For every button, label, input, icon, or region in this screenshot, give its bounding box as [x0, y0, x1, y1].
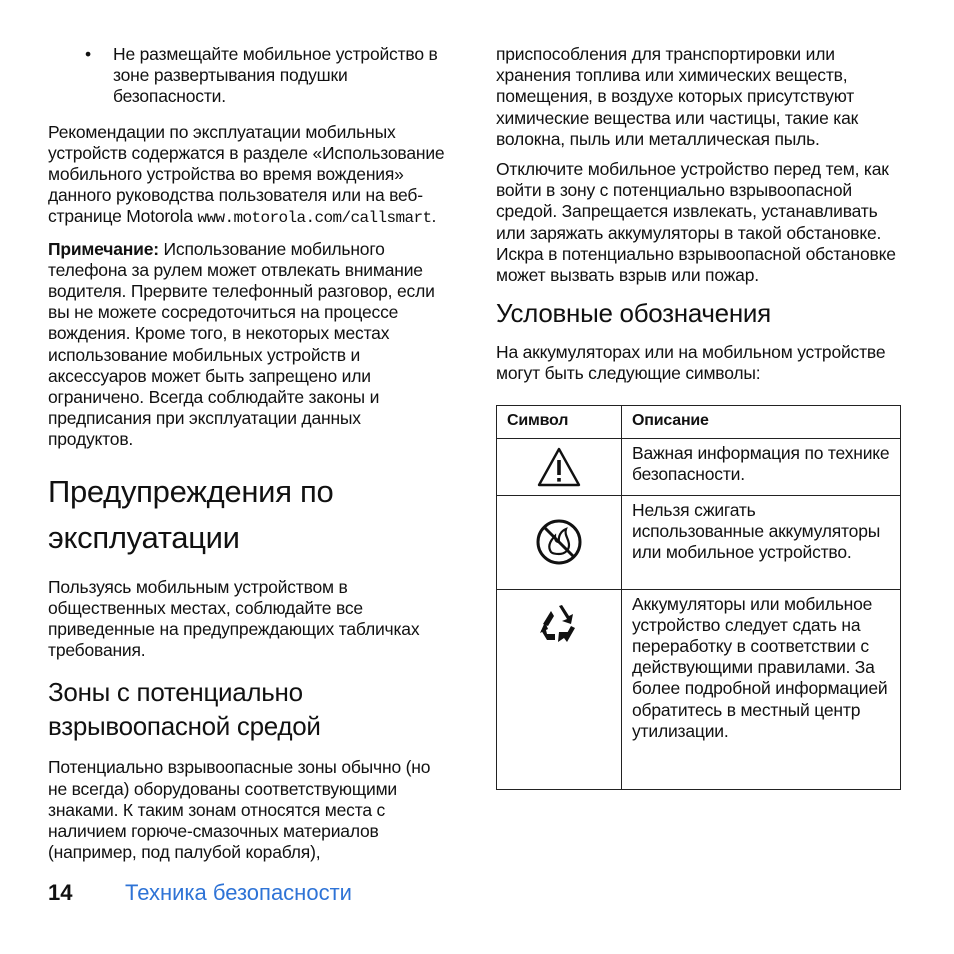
table-row: [497, 589, 901, 789]
symbols-table: [496, 405, 901, 790]
explosive-zones-heading: [48, 675, 448, 743]
paragraph-text: Рекомендации по эксплуатации мобильных устройств содержатся в разделе «Использование мобильного устройства во время вождения» данного руководства пользователя или на веб-странице Motorola: [48, 121, 445, 227]
symbol-cell: [497, 438, 622, 495]
explosive-zones-paragraph: Потенциально взрывоопасные зоны обычно (но не всегда) оборудованы соответствующими знаками. К таким зонам относятся места с наличием горюче-смазочных материалов (например, под палубой корабля),: [48, 757, 431, 863]
table-row: [497, 495, 901, 589]
no-burn-icon: [535, 518, 583, 566]
public-places-paragraph: Пользуясь мобильным устройством в общественных местах, соблюдайте все приведенные на предупреждающих табличках требования.: [48, 576, 420, 661]
description-cell: Важная информация по технике безопасности.: [622, 438, 901, 495]
heading-line-1: Предупреждения по: [48, 473, 334, 509]
header-symbol: Символ: [497, 405, 622, 438]
note-text: Использование мобильного телефона за рулем может отвлекать внимание водителя. Прервите телефонный разговор, если вы не можете сосредоточиться на процессе вождения. Кроме того, в некоторых местах использование мобильных устройств и аксессуаров может быть запрещено или ограничено. Всегда соблюдайте законы и предписания при эксплуатации данных продуктов.: [48, 238, 435, 450]
header-description: Описание: [622, 405, 901, 438]
usage-recommendation-paragraph: [48, 122, 448, 230]
paragraph-end: .: [431, 206, 437, 227]
left-column: [48, 44, 448, 872]
subheading-line-2: взрывоопасной средой: [48, 711, 321, 742]
continuation-paragraph: приспособления для транспортировки или хранения топлива или химических веществ, помещения, в воздухе которых присутствуют химические вещества или частицы, такие как волокна, пыль или металлическая пыль.: [496, 44, 859, 149]
symbols-intro-paragraph: На аккумуляторах или на мобильном устройстве могут быть следующие символы:: [496, 342, 886, 384]
section-title: Техника безопасности: [125, 880, 352, 905]
table-header-row: [497, 405, 901, 438]
bullet-item: [85, 44, 448, 108]
note-label: Примечание:: [48, 238, 159, 259]
page-footer: [48, 880, 352, 906]
table-row: [497, 438, 901, 495]
section-heading: [48, 469, 448, 561]
page-number: 14: [48, 880, 73, 905]
symbol-cell: [497, 495, 622, 589]
switch-off-paragraph: Отключите мобильное устройство перед тем, как войти в зону с потенциально взрывоопасной средой. Запрещается извлекать, устанавливать или заряжать аккумуляторы в такой обстановке. Искра в потенциально взрывоопасной обстановке может вызвать взрыв или пожар.: [496, 159, 896, 286]
description-cell: Аккумуляторы или мобильное устройство следует сдать на переработку в соответствии с действующими правилами. За более подробной информацией обратитесь в местный центр утилизации.: [622, 589, 901, 789]
symbols-heading: Условные обозначения: [496, 298, 771, 329]
bullet-text: Не размещайте мобильное устройство в зоне развертывания подушки безопасности.: [113, 44, 438, 107]
recycle-icon: [537, 602, 581, 646]
heading-line-2: эксплуатации: [48, 519, 240, 555]
right-column: [496, 44, 902, 790]
warning-triangle-icon: [537, 447, 581, 487]
symbol-cell: [497, 589, 622, 789]
subheading-line-1: Зоны с потенциально: [48, 677, 303, 708]
bullet-marker: •: [85, 44, 91, 64]
note-paragraph: [48, 239, 448, 451]
description-cell: Нельзя сжигать использованные аккумуляторы или мобильное устройство.: [622, 495, 901, 589]
callsmart-url: www.motorola.com/callsmart: [197, 209, 432, 228]
